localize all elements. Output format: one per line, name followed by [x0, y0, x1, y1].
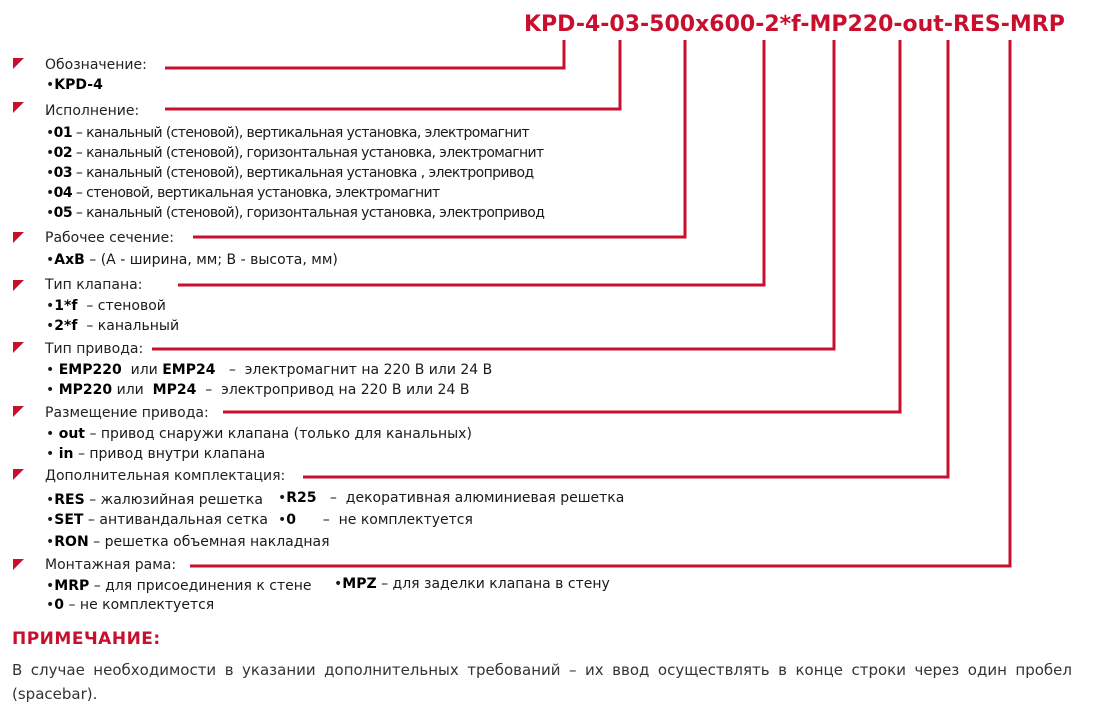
- marker-icon: [13, 342, 24, 353]
- list-item: •03 – канальный (стеновой), вертикальная установка , электропривод: [46, 165, 534, 181]
- section-title-designation: Обозначение:: [45, 57, 147, 73]
- list-item: •02 – канальный (стеновой), горизонтальная установка, электромагнит: [46, 145, 544, 161]
- marker-icon: [13, 280, 24, 291]
- section-title-drive-type: Тип привода:: [45, 341, 144, 357]
- section-title-working-section: Рабочее сечение:: [45, 230, 174, 246]
- note-text: В случае необходимости в указании дополнительных требований – их ввод осуществлять в конце строки через один пробел (spacebar).: [12, 661, 1072, 703]
- list-item: •MRP – для присоединения к стене: [46, 578, 312, 594]
- marker-icon: [13, 58, 24, 69]
- marker-icon: [13, 102, 24, 113]
- connector-line-8: [190, 40, 1010, 566]
- marker-icon: [13, 559, 24, 570]
- section-title-valve-type: Тип клапана:: [45, 277, 143, 293]
- section-title-version: Исполнение:: [45, 103, 140, 119]
- connector-line-1: [165, 40, 564, 68]
- list-item: •R25 – декоративная алюминиевая решетка: [278, 490, 625, 506]
- list-item: •01 – канальный (стеновой), вертикальная установка, электромагнит: [46, 125, 530, 141]
- list-item: • in – привод внутри клапана: [46, 446, 266, 462]
- marker-icon: [13, 406, 24, 417]
- note-title: ПРИМЕЧАНИЕ:: [12, 629, 161, 649]
- list-item: •04 – стеновой, вертикальная установка, электромагнит: [46, 185, 440, 201]
- list-item: •0 – не комплектуется: [46, 597, 215, 613]
- list-item: • MP220 или MP24 – электропривод на 220 В или 24 В: [46, 382, 470, 398]
- list-item: •RON – решетка объемная накладная: [46, 534, 330, 550]
- section-title-drive-placement: Размещение привода:: [45, 405, 209, 421]
- list-item: •RES – жалюзийная решетка: [46, 492, 263, 508]
- list-item: •MPZ – для заделки клапана в стену: [334, 576, 610, 592]
- list-item: •1*f – стеновой: [46, 298, 166, 314]
- section-title-mounting-frame: Монтажная рама:: [45, 557, 177, 573]
- list-item: •0 – не комплектуется: [278, 512, 473, 528]
- product-code: KPD-4-03-500x600-2*f-MP220-out-RES-MRP: [524, 12, 1065, 37]
- list-item: •AxB – (А - ширина, мм; В - высота, мм): [46, 252, 338, 268]
- list-item: •SET – антивандальная сетка: [46, 512, 268, 528]
- list-item: •2*f – канальный: [46, 318, 180, 334]
- list-item: •05 – канальный (стеновой), горизонтальная установка, электропривод: [46, 205, 545, 221]
- list-item: •KPD-4: [46, 77, 103, 93]
- marker-icon: [13, 469, 24, 480]
- connector-line-2: [165, 40, 620, 109]
- connector-line-6: [223, 40, 900, 412]
- section-title-extras: Дополнительная комплектация:: [45, 468, 286, 484]
- connector-line-4: [178, 40, 764, 285]
- list-item: • EMP220 или EMP24 – электромагнит на 220 В или 24 В: [46, 362, 493, 378]
- marker-icon: [13, 232, 24, 243]
- list-item: • out – привод снаружи клапана (только для канальных): [46, 426, 472, 442]
